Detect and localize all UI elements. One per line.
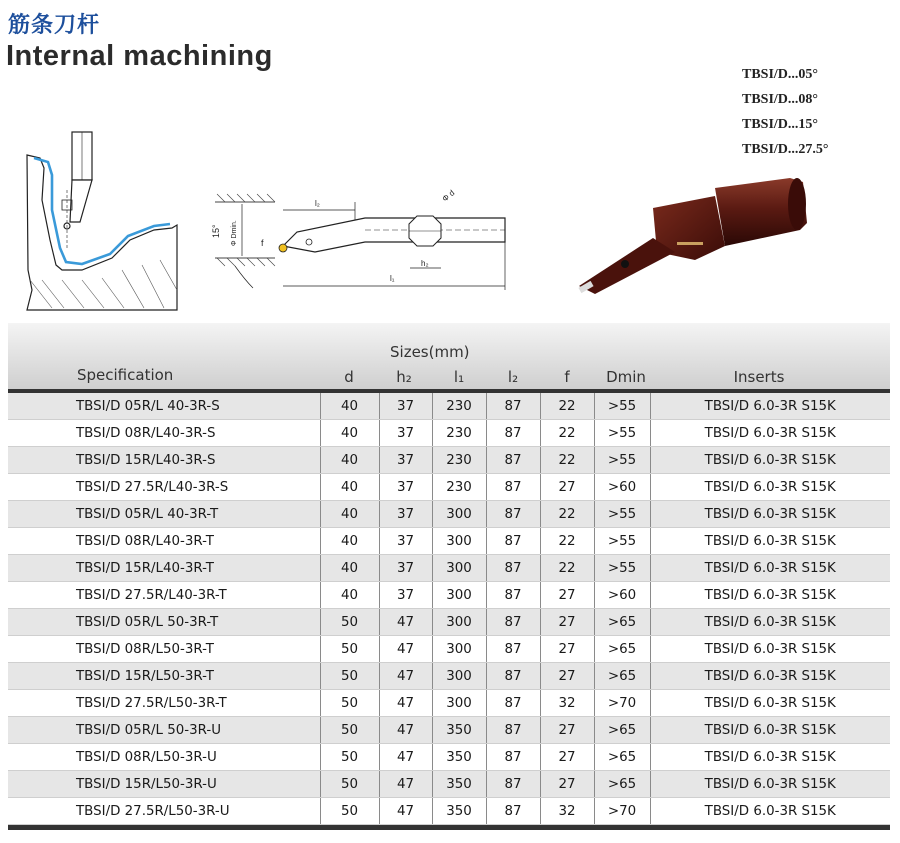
- table-cell: 27: [540, 717, 594, 744]
- table-cell: 50: [320, 663, 379, 690]
- table-cell: TBSI/D 05R/L 40-3R-S: [8, 393, 320, 420]
- table-cell: 47: [379, 690, 432, 717]
- table-cell: TBSI/D 6.0-3R S15K: [650, 609, 890, 636]
- model-item: TBSI/D...05°: [742, 67, 819, 82]
- table-cell: TBSI/D 6.0-3R S15K: [650, 447, 890, 474]
- col-header-h2: h₂: [396, 368, 412, 386]
- table-cell: TBSI/D 05R/L 50-3R-T: [8, 609, 320, 636]
- table-cell: 230: [432, 393, 486, 420]
- table-row: [8, 555, 890, 582]
- table-cell: TBSI/D 08R/L40-3R-T: [8, 528, 320, 555]
- table-cell: >55: [594, 528, 650, 555]
- specification-table: [8, 323, 890, 830]
- table-cell: 47: [379, 636, 432, 663]
- table-cell: 27: [540, 744, 594, 771]
- label-angle: 15°: [211, 224, 221, 238]
- table-cell: >65: [594, 717, 650, 744]
- table-cell: 47: [379, 717, 432, 744]
- table-cell: 87: [486, 501, 540, 528]
- table-cell: 47: [379, 744, 432, 771]
- table-row: [8, 717, 890, 744]
- table-cell: 87: [486, 582, 540, 609]
- table-cell: 47: [379, 798, 432, 825]
- table-cell: 300: [432, 609, 486, 636]
- table-cell: TBSI/D 6.0-3R S15K: [650, 501, 890, 528]
- table-row: [8, 690, 890, 717]
- col-header-f: f: [564, 368, 570, 386]
- table-cell: TBSI/D 27.5R/L40-3R-S: [8, 474, 320, 501]
- table-cell: 350: [432, 771, 486, 798]
- tool-dimension-drawing: [205, 180, 525, 295]
- table-cell: 22: [540, 447, 594, 474]
- col-header-d: d: [344, 368, 354, 386]
- table-cell: 87: [486, 771, 540, 798]
- table-cell: >55: [594, 393, 650, 420]
- table-cell: 37: [379, 420, 432, 447]
- table-cell: TBSI/D 08R/L40-3R-S: [8, 420, 320, 447]
- table-cell: 50: [320, 717, 379, 744]
- table-cell: 40: [320, 474, 379, 501]
- table-cell: TBSI/D 05R/L 50-3R-U: [8, 717, 320, 744]
- table-cell: 27: [540, 474, 594, 501]
- table-cell: 50: [320, 771, 379, 798]
- table-cell: 27: [540, 609, 594, 636]
- table-cell: TBSI/D 15R/L50-3R-U: [8, 771, 320, 798]
- table-row: [8, 636, 890, 663]
- table-cell: TBSI/D 6.0-3R S15K: [650, 771, 890, 798]
- table-cell: 47: [379, 771, 432, 798]
- table-cell: 350: [432, 744, 486, 771]
- table-cell: 300: [432, 663, 486, 690]
- table-row: [8, 447, 890, 474]
- table-cell: 87: [486, 420, 540, 447]
- table-cell: 32: [540, 690, 594, 717]
- table-cell: 50: [320, 636, 379, 663]
- table-cell: 22: [540, 393, 594, 420]
- table-cell: 87: [486, 447, 540, 474]
- table-cell: 87: [486, 717, 540, 744]
- table-cell: TBSI/D 27.5R/L50-3R-U: [8, 798, 320, 825]
- table-body: [8, 393, 890, 825]
- table-row: [8, 420, 890, 447]
- table-cell: TBSI/D 27.5R/L40-3R-T: [8, 582, 320, 609]
- col-header-l2: l₂: [507, 368, 519, 386]
- table-cell: >65: [594, 663, 650, 690]
- model-list: [742, 62, 829, 162]
- table-cell: TBSI/D 08R/L50-3R-U: [8, 744, 320, 771]
- col-header-dmin: Dmin: [606, 368, 646, 386]
- table-row: [8, 771, 890, 798]
- table-cell: 87: [486, 690, 540, 717]
- table-cell: >65: [594, 609, 650, 636]
- table-cell: >65: [594, 771, 650, 798]
- table-cell: TBSI/D 6.0-3R S15K: [650, 420, 890, 447]
- table-cell: TBSI/D 6.0-3R S15K: [650, 528, 890, 555]
- table-cell: 50: [320, 798, 379, 825]
- table-cell: 40: [320, 447, 379, 474]
- table-cell: >65: [594, 636, 650, 663]
- table-cell: 22: [540, 420, 594, 447]
- table-cell: TBSI/D 6.0-3R S15K: [650, 555, 890, 582]
- table-cell: 230: [432, 474, 486, 501]
- table-cell: 87: [486, 474, 540, 501]
- table-bottom-rule: [8, 825, 890, 830]
- table-cell: TBSI/D 6.0-3R S15K: [650, 582, 890, 609]
- label-l2: l₂: [315, 199, 320, 208]
- table-cell: 37: [379, 474, 432, 501]
- table-cell: TBSI/D 15R/L40-3R-S: [8, 447, 320, 474]
- table-cell: >55: [594, 447, 650, 474]
- col-header-l1: l₁: [453, 368, 465, 386]
- table-cell: TBSI/D 05R/L 40-3R-T: [8, 501, 320, 528]
- table-cell: 27: [540, 636, 594, 663]
- table-cell: 87: [486, 636, 540, 663]
- table-cell: 300: [432, 501, 486, 528]
- table-row: [8, 528, 890, 555]
- model-item: TBSI/D...08°: [742, 92, 819, 107]
- table-cell: 87: [486, 663, 540, 690]
- table-cell: 27: [540, 771, 594, 798]
- table-cell: TBSI/D 6.0-3R S15K: [650, 690, 890, 717]
- table-cell: 50: [320, 690, 379, 717]
- table-cell: >55: [594, 420, 650, 447]
- table-cell: 300: [432, 636, 486, 663]
- machining-section-illustration: [22, 130, 184, 312]
- col-header-inserts: Inserts: [733, 368, 785, 386]
- table-cell: TBSI/D 6.0-3R S15K: [650, 474, 890, 501]
- table-cell: 40: [320, 582, 379, 609]
- table-cell: TBSI/D 6.0-3R S15K: [650, 798, 890, 825]
- table-cell: 87: [486, 393, 540, 420]
- table-header: [8, 323, 890, 393]
- table-row: [8, 393, 890, 420]
- table-cell: 27: [540, 582, 594, 609]
- table-cell: 37: [379, 582, 432, 609]
- label-d: Φ d: [440, 188, 457, 204]
- table-cell: TBSI/D 6.0-3R S15K: [650, 744, 890, 771]
- table-row: [8, 474, 890, 501]
- table-cell: 50: [320, 609, 379, 636]
- table-cell: 40: [320, 393, 379, 420]
- table-cell: 22: [540, 555, 594, 582]
- table-cell: >65: [594, 744, 650, 771]
- table-cell: 37: [379, 528, 432, 555]
- table-cell: 37: [379, 447, 432, 474]
- table-cell: >60: [594, 474, 650, 501]
- table-cell: 40: [320, 420, 379, 447]
- table-cell: TBSI/D 15R/L40-3R-T: [8, 555, 320, 582]
- title-chinese: 筋条刀杆: [8, 13, 101, 38]
- table-cell: TBSI/D 6.0-3R S15K: [650, 717, 890, 744]
- sizes-label: Sizes(mm): [390, 343, 470, 361]
- table-cell: >70: [594, 690, 650, 717]
- table-cell: TBSI/D 6.0-3R S15K: [650, 636, 890, 663]
- table-cell: 87: [486, 528, 540, 555]
- table-cell: 230: [432, 447, 486, 474]
- table-cell: 40: [320, 555, 379, 582]
- table-cell: 300: [432, 555, 486, 582]
- table-cell: 47: [379, 609, 432, 636]
- table-cell: >60: [594, 582, 650, 609]
- table-cell: 40: [320, 528, 379, 555]
- table-cell: 32: [540, 798, 594, 825]
- table-cell: 37: [379, 393, 432, 420]
- model-item: TBSI/D...15°: [742, 117, 819, 132]
- table-cell: 37: [379, 501, 432, 528]
- model-item: TBSI/D...27.5°: [742, 142, 829, 157]
- table-row: [8, 582, 890, 609]
- table-cell: 22: [540, 501, 594, 528]
- table-cell: TBSI/D 6.0-3R S15K: [650, 393, 890, 420]
- table-cell: 350: [432, 798, 486, 825]
- table-cell: 300: [432, 528, 486, 555]
- col-header-specification: Specification: [77, 366, 174, 384]
- label-l1: l₁: [390, 274, 395, 283]
- table-cell: >55: [594, 501, 650, 528]
- table-row: [8, 609, 890, 636]
- table-cell: TBSI/D 27.5R/L50-3R-T: [8, 690, 320, 717]
- label-h2: h₂: [421, 259, 429, 268]
- tool-product-image: [575, 168, 815, 308]
- table-cell: 87: [486, 798, 540, 825]
- table-cell: 40: [320, 501, 379, 528]
- table-row: [8, 744, 890, 771]
- label-dmin: Φ Dmin.: [231, 220, 238, 246]
- table-cell: TBSI/D 15R/L50-3R-T: [8, 663, 320, 690]
- label-f: f: [261, 238, 264, 248]
- table-row: [8, 501, 890, 528]
- table-cell: TBSI/D 08R/L50-3R-T: [8, 636, 320, 663]
- table-cell: 27: [540, 663, 594, 690]
- table-cell: TBSI/D 6.0-3R S15K: [650, 663, 890, 690]
- table-cell: 87: [486, 555, 540, 582]
- table-cell: 37: [379, 555, 432, 582]
- table-cell: 87: [486, 609, 540, 636]
- table-cell: 50: [320, 744, 379, 771]
- table-row: [8, 663, 890, 690]
- table-cell: 300: [432, 582, 486, 609]
- table-cell: 87: [486, 744, 540, 771]
- table-cell: 47: [379, 663, 432, 690]
- table-row: [8, 798, 890, 825]
- table-cell: 22: [540, 528, 594, 555]
- table-cell: 300: [432, 690, 486, 717]
- page-title: Internal machining: [6, 40, 273, 72]
- table-cell: >55: [594, 555, 650, 582]
- table-cell: >70: [594, 798, 650, 825]
- table-cell: 350: [432, 717, 486, 744]
- table-cell: 230: [432, 420, 486, 447]
